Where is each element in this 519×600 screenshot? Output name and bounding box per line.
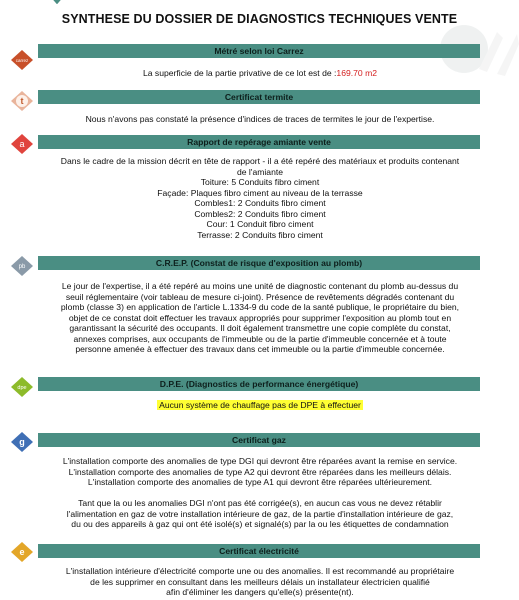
elec-line: L'installation intérieure d'électricité comporte une ou des anomalies. Il est recommandé au propriétaire xyxy=(65,566,455,576)
crep-lead-diamond-icon xyxy=(10,255,34,277)
carrez-surface-value: 169.70 m2 xyxy=(336,68,378,78)
dpe-text xyxy=(20,400,500,411)
amiante-text xyxy=(20,156,500,240)
corner-mark-icon xyxy=(48,0,66,4)
elec-line: afin d'éliminer les dangers qu'elle(s) présente(nt). xyxy=(166,587,354,597)
page-title: SYNTHESE DU DOSSIER DE DIAGNOSTICS TECHNIQUES VENTE xyxy=(61,12,458,26)
svg-text:a: a xyxy=(19,139,25,149)
amiante-heading: Rapport de repérage amiante vente xyxy=(38,135,480,149)
termite-diamond-icon xyxy=(10,90,34,112)
amiante-line: Cour: 1 Conduit fibro ciment xyxy=(206,219,314,229)
carrez-heading: Métré selon loi Carrez xyxy=(38,44,480,58)
amiante-line: Terrasse: 2 Conduits fibro ciment xyxy=(197,229,323,240)
svg-text:e: e xyxy=(19,547,25,557)
svg-text:carrez: carrez xyxy=(15,58,29,63)
dpe-diamond-icon xyxy=(10,376,34,398)
gaz-heading: Certificat gaz xyxy=(38,433,480,447)
crep-line: annexes comprises, aux occupants de l'immeuble ou de la partie d'immeuble concernée et à toute xyxy=(73,333,447,344)
gaz-line: L'installation comporte des anomalies de type DGI qui devront être réparées avant la remise en service. xyxy=(62,456,458,466)
svg-text:dpe: dpe xyxy=(17,385,27,391)
crep-line: Le jour de l'expertise, il a été repéré au moins une unité de diagnostic contenant du plomb au-dessus du xyxy=(61,281,459,291)
amiante-line: de l'amiante xyxy=(236,166,284,177)
dpe-highlighted-note: Aucun système de chauffage pas de DPE à effectuer xyxy=(159,400,361,410)
crep-line: seuil réglementaire (voir tableau de mesure ci-joint). Présence de revêtements dégradés contenant du xyxy=(65,291,455,302)
gaz-text xyxy=(20,456,500,530)
elec-heading: Certificat électricité xyxy=(38,544,480,558)
elec-line: de les supprimer en consultant dans les meilleurs délais un installateur électricien qualifié xyxy=(90,576,430,587)
svg-text:g: g xyxy=(19,437,25,447)
amiante-line: Toiture: 5 Conduits fibro ciment xyxy=(200,177,320,187)
amiante-line: Dans le cadre de la mission décrit en tête de rapport - il a été repéré des matériaux et produits contenant xyxy=(60,156,460,166)
svg-text:pb: pb xyxy=(18,264,26,270)
amiante-line: Façade: Plaques fibro ciment au niveau de la terrasse xyxy=(157,187,363,198)
gaz-line: L'installation comporte des anomalies de type A1 qui devront être réparées ultérieurement. xyxy=(87,477,433,487)
gaz-line-spacer xyxy=(20,488,500,499)
crep-text xyxy=(20,281,500,355)
crep-line: garantissant la sécurité des occupants. Il doit également transmettre une copie complète du constat, xyxy=(69,323,451,333)
termite-text: Nous n'avons pas constaté la présence d'indices de traces de termites le jour de l'expertise. xyxy=(85,114,435,124)
elec-diamond-icon xyxy=(10,541,34,563)
crep-line: objet de ce constat doit effectuer les travaux appropriés pour supprimer l'exposition au plomb tout en xyxy=(68,312,452,323)
crep-heading: C.R.E.P. (Constat de risque d'exposition au plomb) xyxy=(38,256,480,270)
carrez-text xyxy=(20,68,500,79)
elec-text xyxy=(20,566,500,598)
crep-line: plomb (classe 3) en application de l'article L.1334-9 du code de la santé publique, le propriétaire du bien, xyxy=(60,302,460,312)
amiante-diamond-icon xyxy=(10,133,34,155)
termite-heading: Certificat termite xyxy=(38,90,480,104)
dpe-heading: D.P.E. (Diagnostics de performance énergétique) xyxy=(38,377,480,391)
amiante-line: Combles1: 2 Conduits fibro ciment xyxy=(194,198,326,208)
svg-text:t: t xyxy=(20,96,24,106)
crep-line: personne amenée à effectuer des travaux dans cet immeuble ou la partie d'immeuble concernée. xyxy=(75,344,445,354)
gaz-line: L'installation comporte des anomalies de type A2 qui devront être réparées dans les meilleurs délais. xyxy=(68,466,452,477)
amiante-line: Combles2: 2 Conduits fibro ciment xyxy=(194,208,326,219)
gaz-line: du ou des appareils à gaz qui ont été isolé(s) et signalé(s) par la ou les étiquettes de condamnation xyxy=(71,519,449,529)
gaz-diamond-icon xyxy=(10,431,34,453)
gaz-line: Tant que la ou les anomalies DGI n'ont pas été corrigée(s), en aucun cas vous ne devez rétablir xyxy=(78,498,442,508)
carrez-text-prefix: La superficie de la partie privative de ce lot est de : xyxy=(142,68,337,78)
gaz-line: l'alimentation en gaz de votre installation intérieure de gaz, de la partie d'installation intérieure de gaz, xyxy=(66,508,454,519)
